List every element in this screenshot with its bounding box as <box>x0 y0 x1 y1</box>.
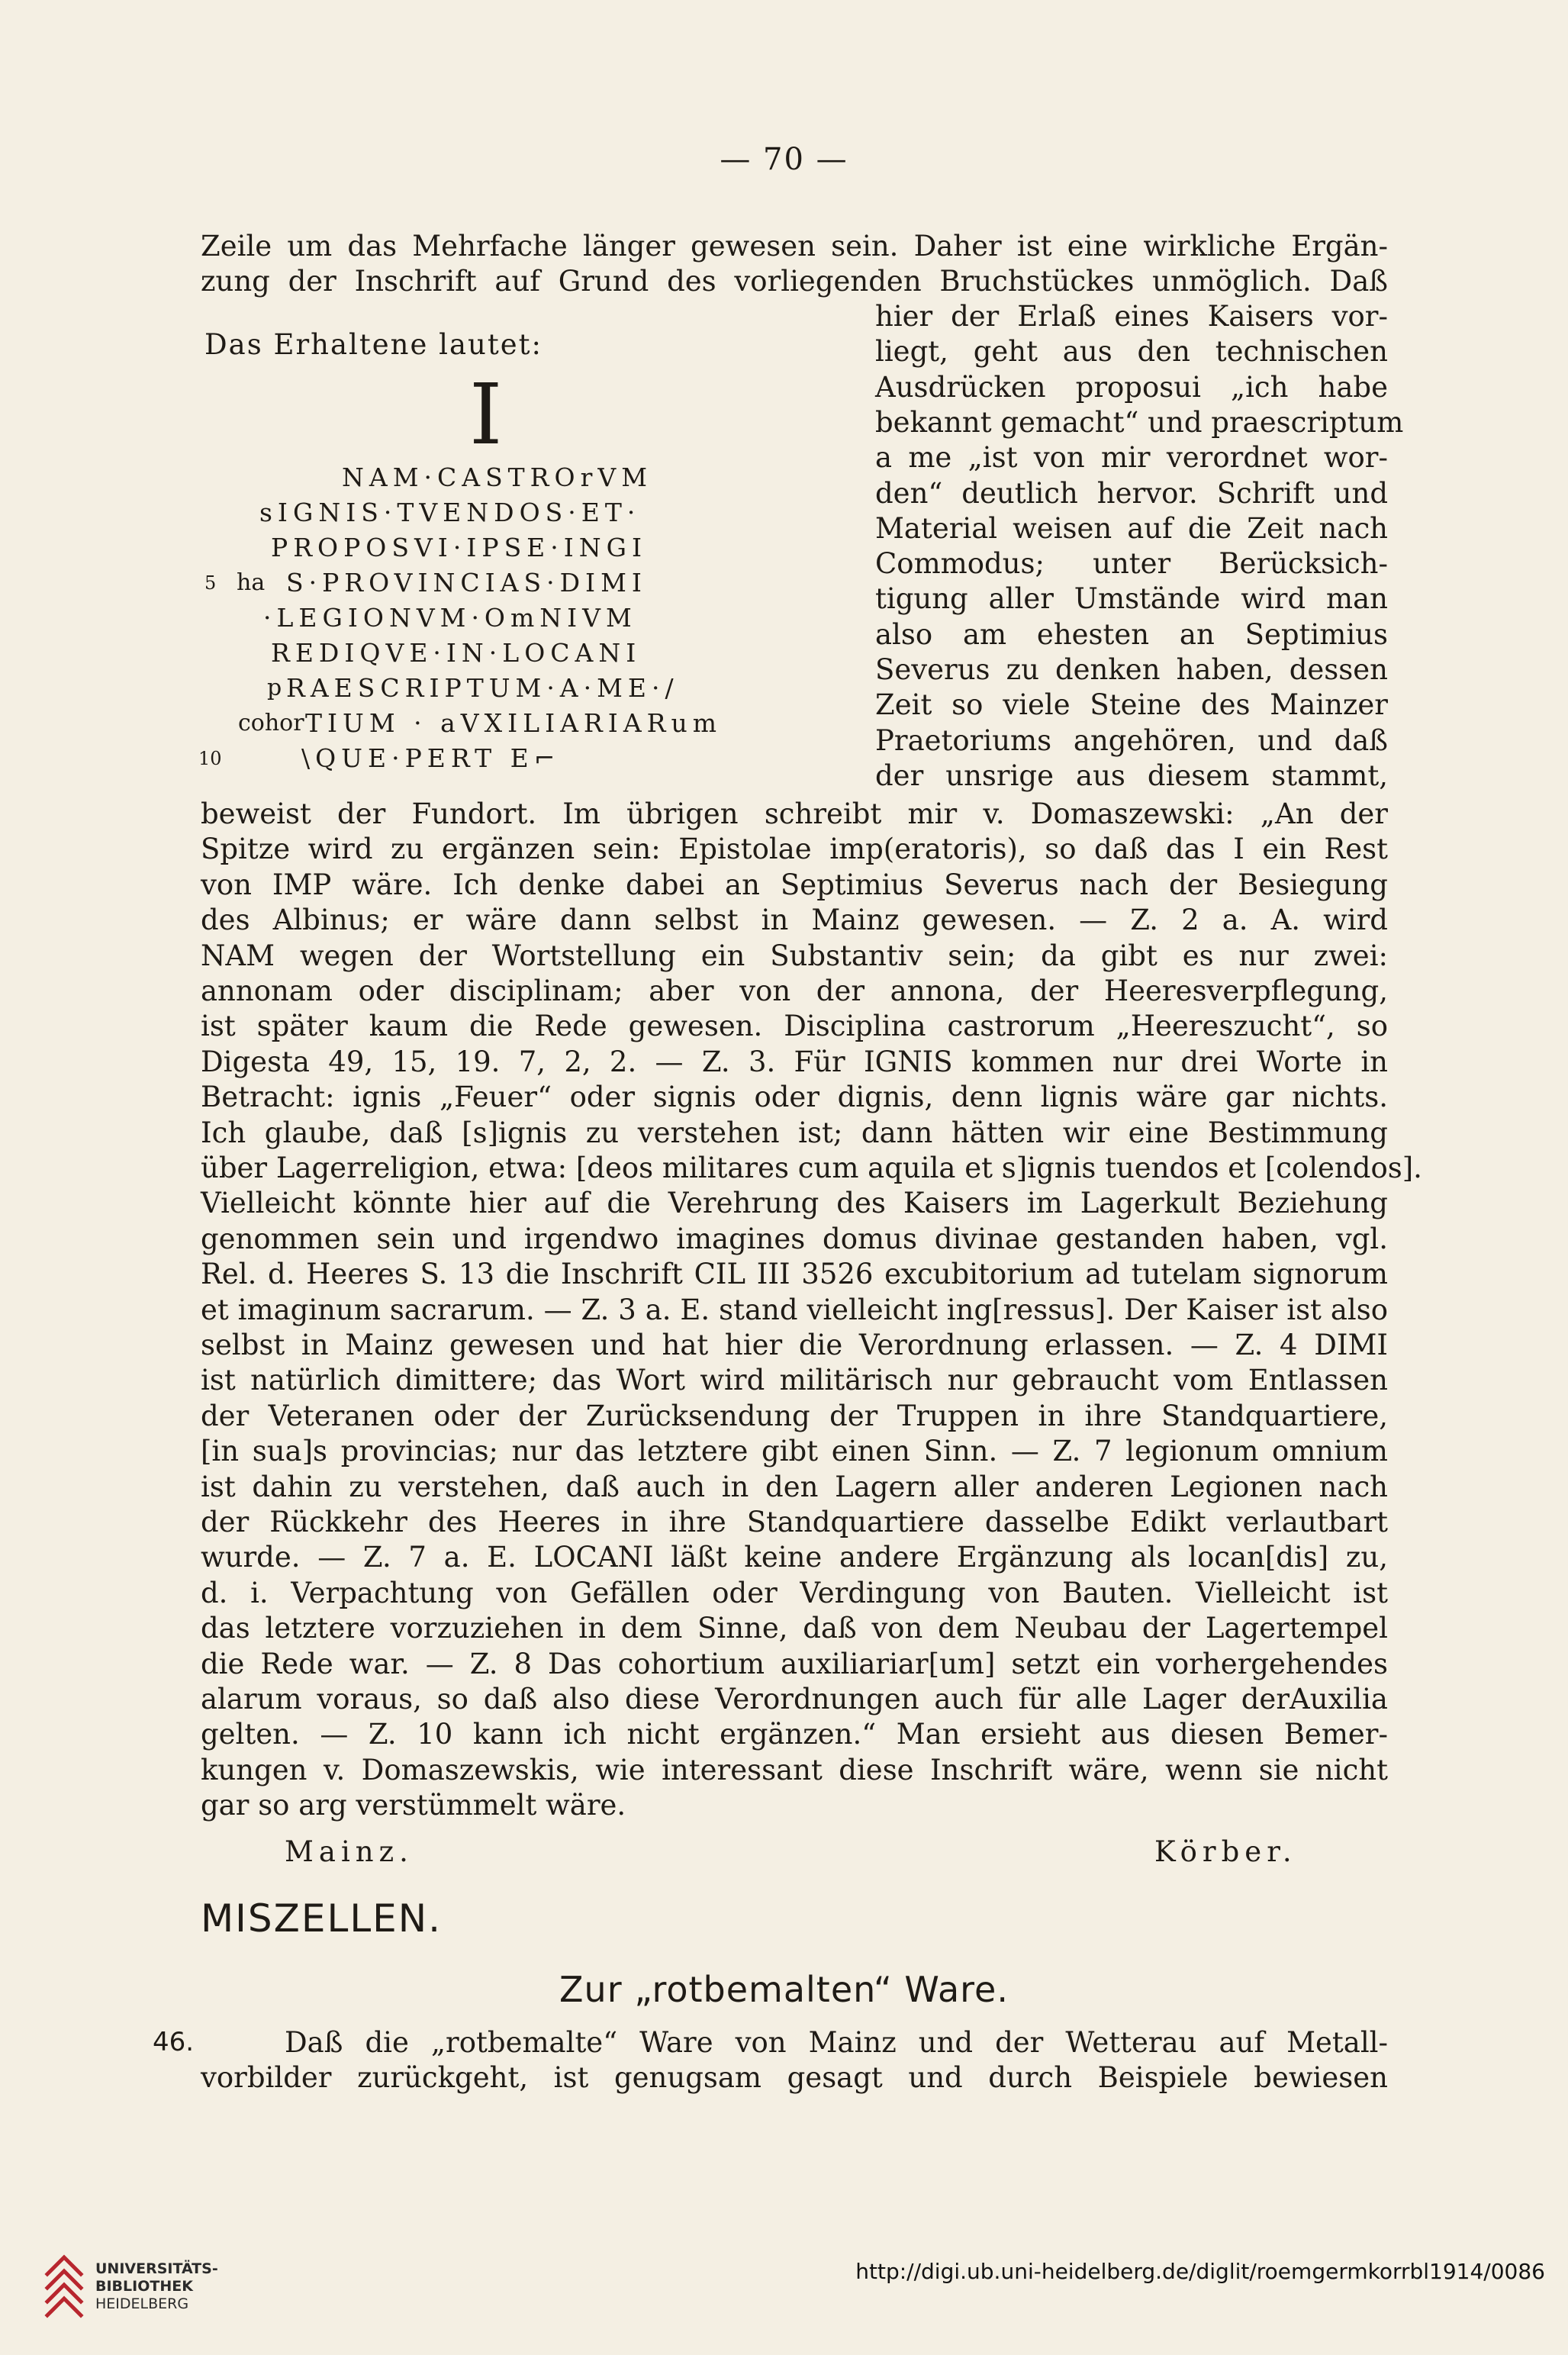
inscription-line-prefix: cohor <box>238 710 304 736</box>
section-title: MISZELLEN. <box>201 1896 443 1941</box>
text-line: Zeit so viele Steine des Mainzer <box>875 688 1388 722</box>
text-line: d. i. Verpachtung von Gefällen oder Verdingung von Bauten. Vielleicht ist <box>201 1576 1388 1609</box>
inscription-line: REDIQVE·IN·LOCANI <box>271 638 642 668</box>
text-line: alarum voraus, so daß also diese Verordnungen auch für alle Lager derAuxilia <box>201 1683 1388 1716</box>
text-line: über Lagerreligion, etwa: [deos militares cum aquila et s]ignis tuendos et [colendos]. <box>201 1152 1422 1184</box>
text-line: Vielleicht könnte hier auf die Verehrung des Kaisers im Lagerkult Beziehung <box>201 1187 1388 1220</box>
text-line: der Rückkehr des Heeres in ihre Standquartiere dasselbe Edikt verlautbart <box>201 1506 1388 1538</box>
text-line: wurde. — Z. 7 a. E. LOCANI läßt keine andere Ergänzung als locan[dis] zu, <box>201 1541 1388 1574</box>
text-line: annonam oder disciplinam; aber von der annona, der Heeresverpflegung, <box>201 975 1388 1007</box>
source-url-link[interactable]: http://digi.ub.uni-heidelberg.de/diglit/roemgermkorrbl1914/0086 <box>855 2259 1545 2284</box>
text-line: kungen v. Domaszewskis, wie interessant diese Inschrift wäre, wenn sie nicht <box>201 1753 1388 1786</box>
inscription-line-number: 10 <box>198 748 222 769</box>
inscription-heading: Das Erhaltene lautet: <box>204 328 543 361</box>
text-line: hier der Erlaß eines Kaisers vor- <box>875 300 1388 333</box>
text-line: a me „ist von mir verordnet wor- <box>875 441 1388 475</box>
text-line: Rel. d. Heeres S. 13 die Inschrift CIL III 3526 excubitorium ad tutelam signorum <box>201 1258 1388 1291</box>
inscription-line-number: 5 <box>204 572 217 594</box>
text-line: den“ deutlich hervor. Schrift und <box>875 476 1388 510</box>
inscription-line: RAESCRIPTUM·A·ME·/ <box>286 673 679 703</box>
text-line: gelten. — Z. 10 kann ich nicht ergänzen.“ Man ersieht aus diesen Bemer- <box>201 1718 1388 1751</box>
footer-bar <box>0 2240 1568 2355</box>
text-line: Daß die „rotbemalte“ Ware von Mainz und der Wetterau auf Metall- <box>285 2026 1388 2059</box>
text-line: Severus zu denken haben, dessen <box>875 653 1388 686</box>
library-logo-text <box>95 2260 218 2313</box>
inscription-line: TIUM · aVXILIARIARum <box>305 708 723 738</box>
logo-line-3: HEIDELBERG <box>95 2295 189 2312</box>
inscription-line: PROPOSVI·IPSE·INGI <box>271 533 648 562</box>
text-line: Commodus; unter Berücksich- <box>875 547 1388 581</box>
text-line: die Rede war. — Z. 8 Das cohortium auxiliariar[um] setzt ein vorhergehendes <box>201 1647 1388 1680</box>
margin-number: 46. <box>153 2027 195 2057</box>
text-line: vorbilder zurückgeht, ist genugsam gesagt und durch Beispiele bewiesen <box>201 2061 1388 2094</box>
text-line: liegt, geht aus den technischen <box>875 335 1388 369</box>
text-line: Praetoriums angehören, und daß <box>875 723 1388 757</box>
text-line: gar so arg verstümmelt wäre. <box>201 1789 626 1822</box>
text-line: bekannt gemacht“ und praescriptum <box>875 405 1404 439</box>
logo-line-2: BIBLIOTHEK <box>95 2278 193 2295</box>
text-line: Material weisen auf die Zeit nach <box>875 511 1388 545</box>
inscription-line: sIGNIS·TVENDOS·ET· <box>259 498 641 527</box>
inscription-big-letter: I <box>469 366 503 463</box>
text-line: Zeile um das Mehrfache länger gewesen sein. Daher ist eine wirkliche Ergän- <box>201 230 1388 263</box>
article-title: Zur „rotbemalten“ Ware. <box>559 1969 1009 2010</box>
text-line: der Veteranen oder der Zurücksendung der Truppen in ihre Standquartiere, <box>201 1399 1388 1432</box>
inscription-line: S·PROVINCIAS·DIMI <box>286 568 647 598</box>
logo-line-1: UNIVERSITÄTS- <box>95 2260 218 2277</box>
text-line: Ausdrücken proposui „ich habe <box>875 370 1388 404</box>
text-line: selbst in Mainz gewesen und hat hier die Verordnung erlassen. — Z. 4 DIMI <box>201 1329 1388 1361</box>
text-line: NAM wegen der Wortstellung ein Substantiv sein; da gibt es nur zwei: <box>201 939 1388 972</box>
text-line: der unsrige aus diesem stammt, <box>875 759 1388 792</box>
inscription-line-prefix: ha <box>237 569 266 596</box>
library-logo-icon <box>41 2251 87 2320</box>
text-line: ist natürlich dimittere; das Wort wird militärisch nur gebraucht vom Entlassen <box>201 1364 1388 1397</box>
text-line: das letztere vorzuziehen in dem Sinne, daß von dem Neubau der Lagertempel <box>201 1612 1388 1645</box>
text-line: ist dahin zu verstehen, daß auch in den Lagern aller anderen Legionen nach <box>201 1470 1388 1503</box>
inscription-line: \QUE·PERT E⌐ <box>301 743 561 773</box>
inscription-line-prefix: p <box>267 675 282 701</box>
text-line: Ich glaube, daß [s]ignis zu verstehen ist; dann hätten wir eine Bestimmung <box>201 1116 1388 1149</box>
signoff-place: Mainz. <box>285 1835 414 1868</box>
text-line: von IMP wäre. Ich denke dabei an Septimius Severus nach der Besiegung <box>201 868 1388 901</box>
page-number: — 70 — <box>720 142 848 177</box>
text-line: et imaginum sacrarum. — Z. 3 a. E. stand vielleicht ing[ressus]. Der Kaiser ist also <box>201 1293 1388 1326</box>
text-line: also am ehesten an Septimius <box>875 617 1388 651</box>
text-line: beweist der Fundort. Im übrigen schreibt mir v. Domaszewski: „An der <box>201 797 1388 830</box>
inscription-line: NAM·CASTROrVM <box>342 462 652 492</box>
text-line: Betracht: ignis „Feuer“ oder signis oder dignis, denn lignis wäre gar nichts. <box>201 1081 1388 1114</box>
text-line: genommen sein und irgendwo imagines domus divinae gestanden haben, vgl. <box>201 1222 1388 1255</box>
text-line: des Albinus; er wäre dann selbst in Mainz gewesen. — Z. 2 a. A. wird <box>201 904 1388 937</box>
text-line: tigung aller Umstände wird man <box>875 582 1388 616</box>
text-line: Spitze wird zu ergänzen sein: Epistolae imp(eratoris), so daß das I ein Rest <box>201 833 1388 866</box>
signoff-author: Körber. <box>1154 1835 1297 1868</box>
text-line: zung der Inschrift auf Grund des vorliegenden Bruchstückes unmöglich. Daß <box>201 265 1388 298</box>
text-line: Digesta 49, 15, 19. 7, 2, 2. — Z. 3. Für IGNIS kommen nur drei Worte in <box>201 1045 1388 1078</box>
text-line: ist später kaum die Rede gewesen. Disciplina castrorum „Heereszucht“, so <box>201 1010 1388 1043</box>
text-line: [in sua]s provincias; nur das letztere gibt einen Sinn. — Z. 7 legionum omnium <box>201 1435 1388 1468</box>
inscription-line: ·LEGIONVM·OmNIVM <box>263 603 637 633</box>
